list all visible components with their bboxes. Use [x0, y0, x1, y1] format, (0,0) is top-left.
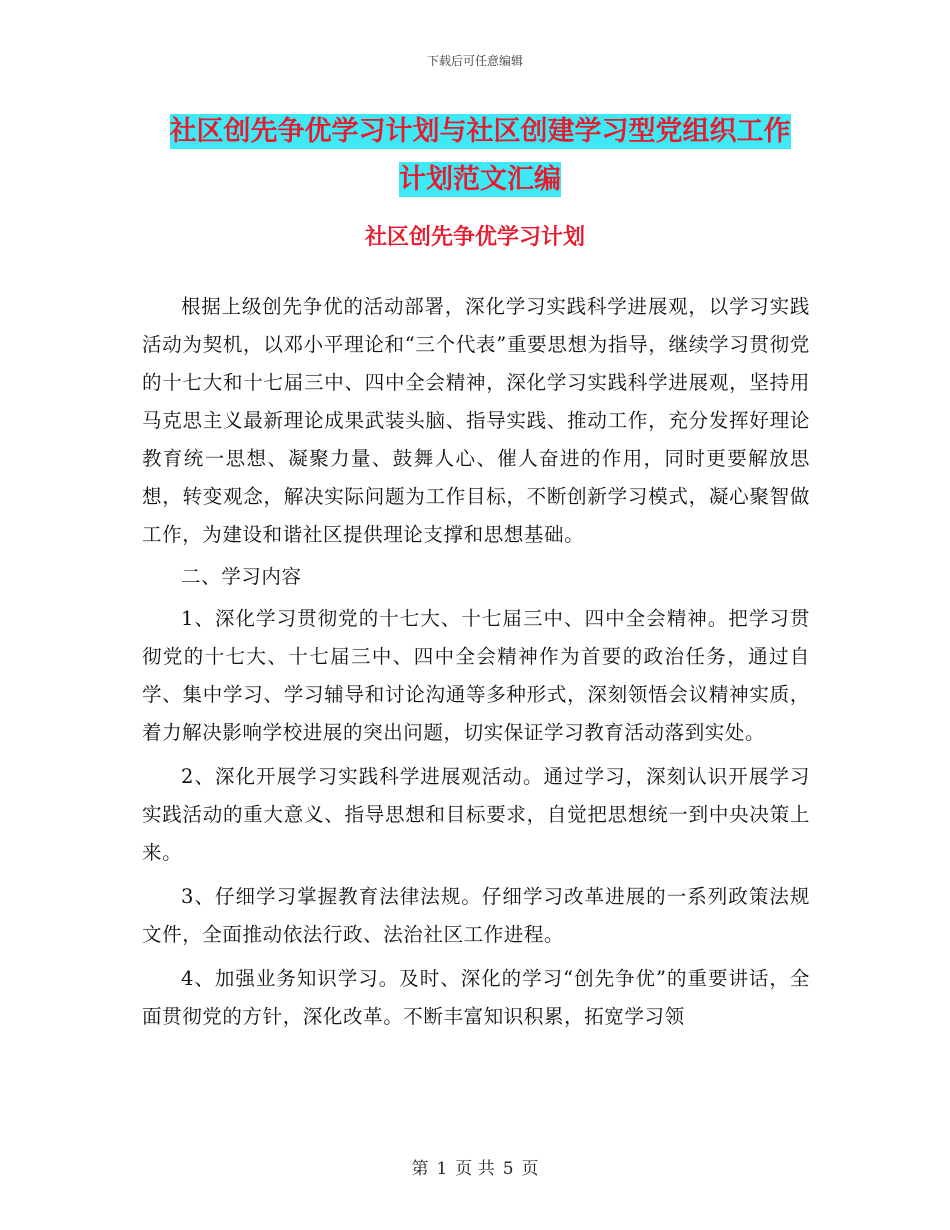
paragraph-intro: 根据上级创先争优的活动部署，深化学习实践科学进展观，以学习实践活动为契机，以邓小平理论和“三个代表”重要思想为指导，继续学习贯彻党的十七大和十七届三中、四中全会精神，深化学习实践科学进展观，坚持用马克思主义最新理论成果武装头脑、指导实践、推动工作，充分发挥好理论教育统一思想、凝聚力量、鼓舞人心、催人奋进的作用，同时更要解放思想，转变观念，解决实际问题为工作目标，不断创新学习模式，凝心聚智做工作，为建设和谐社区提供理论支撑和思想基础。: [142, 295, 810, 546]
footer-total-pages: 5: [502, 1159, 514, 1179]
paragraph-heading-study-content: 二、学习内容: [181, 565, 302, 588]
document-body: [142, 288, 810, 1036]
footer-page-number: 1: [436, 1159, 448, 1179]
document-title: [140, 108, 820, 204]
footer-middle: 页 共: [455, 1159, 495, 1179]
footer-prefix: 第: [411, 1159, 429, 1179]
page-header-note: 下载后可任意编辑: [426, 54, 523, 68]
paragraph-item-3: 3、仔细学习掌握教育法律法规。仔细学习改革进展的一系列政策法规文件，全面推动依法行政、法治社区工作进程。: [142, 885, 810, 946]
document-title-line-1: 社区创先争优学习计划与社区创建学习型党组织工作: [169, 116, 791, 147]
paragraph-item-2: 2、深化开展学习实践科学进展观活动。通过学习，深刻认识开展学习实践活动的重大意义、指导思想和目标要求，自觉把思想统一到中央决策上来。: [142, 765, 810, 864]
footer-suffix: 页: [521, 1159, 539, 1179]
paragraph-item-4: 4、加强业务知识学习。及时、深化的学习“创先争优”的重要讲话，全面贯彻党的方针，深化改革。不断丰富知识积累，拓宽学习领: [142, 967, 810, 1028]
document-title-line-2: 计划范文汇编: [399, 164, 561, 195]
page-footer: [0, 1154, 950, 1179]
section-title: 社区创先争优学习计划: [364, 225, 585, 250]
paragraph-item-1: 1、深化学习贯彻党的十七大、十七届三中、四中全会精神。把学习贯彻党的十七大、十七届三中、四中全会精神作为首要的政治任务，通过自学、集中学习、学习辅导和讨论沟通等多种形式，深刻领悟会议精神实质，着力解决影响学校进展的突出问题，切实保证学习教育活动落到实处。: [142, 607, 810, 744]
